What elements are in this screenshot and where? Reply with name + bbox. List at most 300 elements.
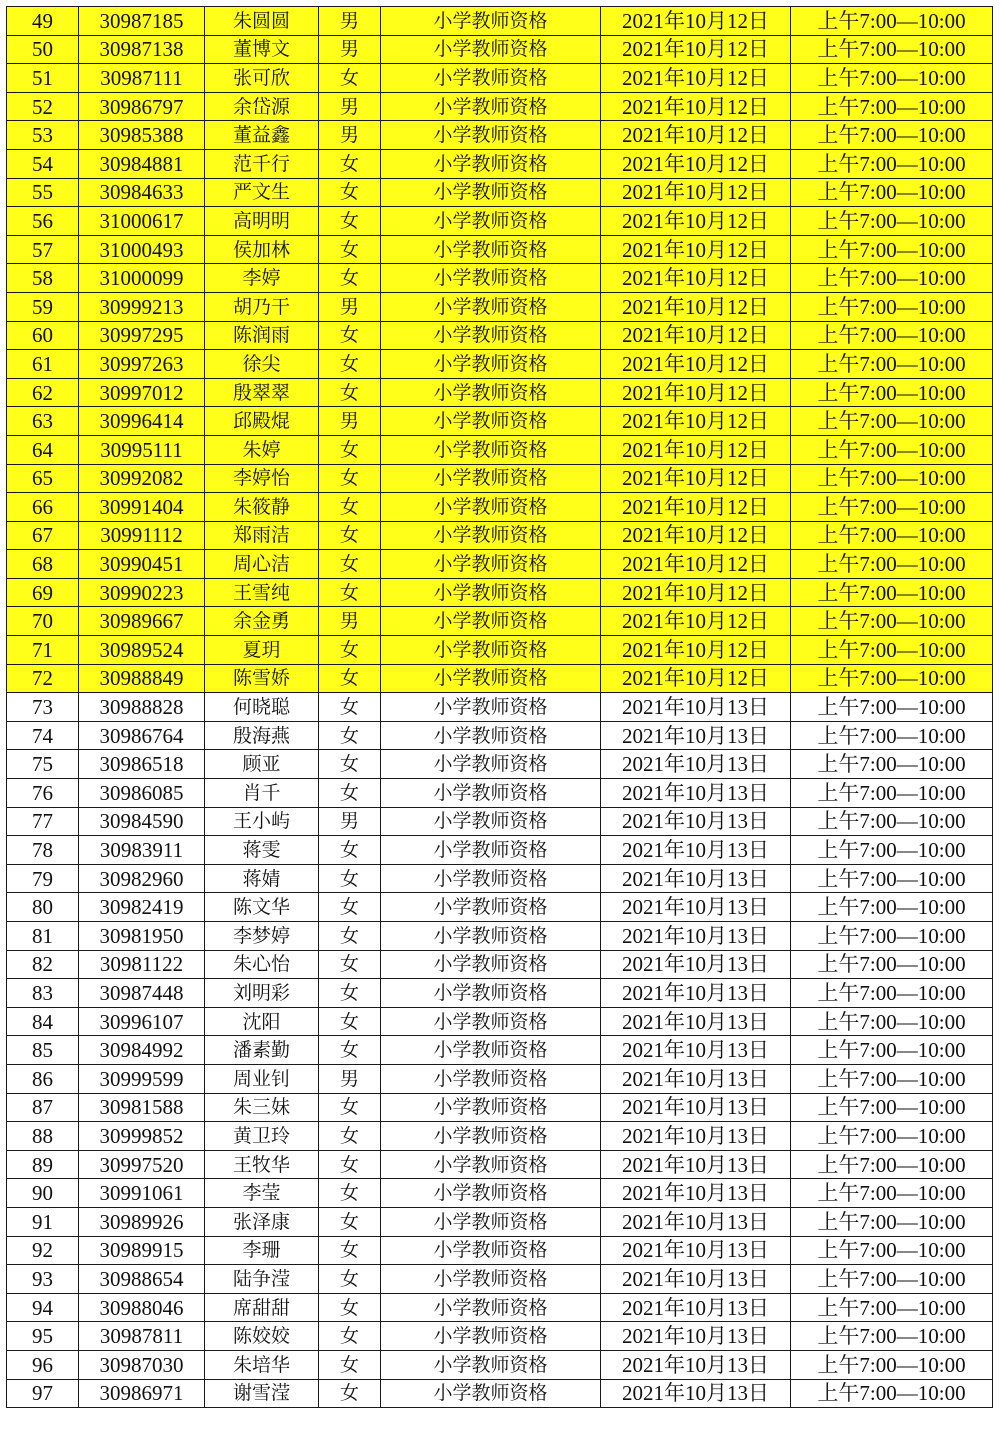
candidate-id-cell: 30991061 bbox=[79, 1179, 205, 1208]
gender-cell: 女 bbox=[319, 1236, 381, 1265]
exam-date-cell: 2021年10月12日 bbox=[601, 121, 791, 150]
table-row bbox=[7, 893, 993, 922]
exam-time-cell: 上午7:00—10:00 bbox=[791, 1007, 993, 1036]
candidate-id-cell: 30999852 bbox=[79, 1122, 205, 1151]
candidate-id-cell: 30992082 bbox=[79, 464, 205, 493]
exam-time-cell: 上午7:00—10:00 bbox=[791, 92, 993, 121]
table-row bbox=[7, 321, 993, 350]
table-row bbox=[7, 1379, 993, 1408]
subject-cell: 小学教师资格 bbox=[381, 636, 601, 665]
row-number-cell: 72 bbox=[7, 664, 79, 693]
gender-cell: 男 bbox=[319, 807, 381, 836]
exam-date-cell: 2021年10月12日 bbox=[601, 264, 791, 293]
candidate-id-cell: 30997295 bbox=[79, 321, 205, 350]
row-number-cell: 78 bbox=[7, 836, 79, 865]
exam-time-cell: 上午7:00—10:00 bbox=[791, 1207, 993, 1236]
candidate-id-cell: 30987138 bbox=[79, 35, 205, 64]
candidate-name-cell: 陈雪娇 bbox=[205, 664, 319, 693]
exam-time-cell: 上午7:00—10:00 bbox=[791, 836, 993, 865]
exam-date-cell: 2021年10月12日 bbox=[601, 321, 791, 350]
exam-date-cell: 2021年10月12日 bbox=[601, 521, 791, 550]
gender-cell: 女 bbox=[319, 664, 381, 693]
gender-cell: 女 bbox=[319, 636, 381, 665]
row-number-cell: 80 bbox=[7, 893, 79, 922]
exam-time-cell: 上午7:00—10:00 bbox=[791, 35, 993, 64]
candidate-name-cell: 潘素勤 bbox=[205, 1036, 319, 1065]
candidate-name-cell: 董博文 bbox=[205, 35, 319, 64]
row-number-cell: 71 bbox=[7, 636, 79, 665]
candidate-name-cell: 严文生 bbox=[205, 178, 319, 207]
exam-date-cell: 2021年10月13日 bbox=[601, 950, 791, 979]
gender-cell: 女 bbox=[319, 350, 381, 379]
candidate-name-cell: 朱圆圆 bbox=[205, 7, 319, 36]
table-row bbox=[7, 435, 993, 464]
exam-date-cell: 2021年10月12日 bbox=[601, 292, 791, 321]
row-number-cell: 86 bbox=[7, 1064, 79, 1093]
row-number-cell: 51 bbox=[7, 64, 79, 93]
candidate-id-cell: 30986797 bbox=[79, 92, 205, 121]
exam-time-cell: 上午7:00—10:00 bbox=[791, 1350, 993, 1379]
candidate-name-cell: 侯加林 bbox=[205, 235, 319, 264]
table-row bbox=[7, 1036, 993, 1065]
gender-cell: 女 bbox=[319, 64, 381, 93]
candidate-name-cell: 周业钊 bbox=[205, 1064, 319, 1093]
row-number-cell: 85 bbox=[7, 1036, 79, 1065]
candidate-id-cell: 30989926 bbox=[79, 1207, 205, 1236]
subject-cell: 小学教师资格 bbox=[381, 7, 601, 36]
gender-cell: 女 bbox=[319, 864, 381, 893]
exam-date-cell: 2021年10月13日 bbox=[601, 779, 791, 808]
gender-cell: 女 bbox=[319, 149, 381, 178]
gender-cell: 男 bbox=[319, 92, 381, 121]
subject-cell: 小学教师资格 bbox=[381, 1379, 601, 1408]
candidate-name-cell: 谢雪滢 bbox=[205, 1379, 319, 1408]
gender-cell: 女 bbox=[319, 1265, 381, 1294]
exam-time-cell: 上午7:00—10:00 bbox=[791, 7, 993, 36]
table-row bbox=[7, 264, 993, 293]
exam-time-cell: 上午7:00—10:00 bbox=[791, 950, 993, 979]
row-number-cell: 82 bbox=[7, 950, 79, 979]
candidate-id-cell: 30997263 bbox=[79, 350, 205, 379]
table-row bbox=[7, 1064, 993, 1093]
exam-date-cell: 2021年10月12日 bbox=[601, 207, 791, 236]
table-row bbox=[7, 664, 993, 693]
candidate-id-cell: 30996107 bbox=[79, 1007, 205, 1036]
exam-time-cell: 上午7:00—10:00 bbox=[791, 1265, 993, 1294]
subject-cell: 小学教师资格 bbox=[381, 378, 601, 407]
exam-time-cell: 上午7:00—10:00 bbox=[791, 979, 993, 1008]
gender-cell: 女 bbox=[319, 1179, 381, 1208]
candidate-name-cell: 朱三妹 bbox=[205, 1093, 319, 1122]
row-number-cell: 65 bbox=[7, 464, 79, 493]
row-number-cell: 83 bbox=[7, 979, 79, 1008]
row-number-cell: 59 bbox=[7, 292, 79, 321]
candidate-id-cell: 30986971 bbox=[79, 1379, 205, 1408]
gender-cell: 男 bbox=[319, 1064, 381, 1093]
exam-date-cell: 2021年10月13日 bbox=[601, 1379, 791, 1408]
row-number-cell: 97 bbox=[7, 1379, 79, 1408]
subject-cell: 小学教师资格 bbox=[381, 750, 601, 779]
subject-cell: 小学教师资格 bbox=[381, 693, 601, 722]
gender-cell: 女 bbox=[319, 1207, 381, 1236]
exam-time-cell: 上午7:00—10:00 bbox=[791, 464, 993, 493]
table-row bbox=[7, 464, 993, 493]
row-number-cell: 63 bbox=[7, 407, 79, 436]
gender-cell: 女 bbox=[319, 435, 381, 464]
candidate-id-cell: 30986518 bbox=[79, 750, 205, 779]
candidate-name-cell: 王雪纯 bbox=[205, 578, 319, 607]
candidate-name-cell: 王牧华 bbox=[205, 1150, 319, 1179]
row-number-cell: 77 bbox=[7, 807, 79, 836]
candidate-id-cell: 30983911 bbox=[79, 836, 205, 865]
exam-date-cell: 2021年10月13日 bbox=[601, 1007, 791, 1036]
exam-date-cell: 2021年10月12日 bbox=[601, 464, 791, 493]
row-number-cell: 69 bbox=[7, 578, 79, 607]
candidate-name-cell: 殷海燕 bbox=[205, 721, 319, 750]
exam-date-cell: 2021年10月13日 bbox=[601, 807, 791, 836]
candidate-name-cell: 李梦婷 bbox=[205, 922, 319, 951]
subject-cell: 小学教师资格 bbox=[381, 1350, 601, 1379]
subject-cell: 小学教师资格 bbox=[381, 1265, 601, 1294]
candidate-name-cell: 张可欣 bbox=[205, 64, 319, 93]
gender-cell: 女 bbox=[319, 779, 381, 808]
candidate-id-cell: 30982419 bbox=[79, 893, 205, 922]
table-row bbox=[7, 1122, 993, 1151]
candidate-id-cell: 30984590 bbox=[79, 807, 205, 836]
exam-schedule-sheet bbox=[6, 6, 993, 1408]
gender-cell: 男 bbox=[319, 121, 381, 150]
gender-cell: 女 bbox=[319, 1122, 381, 1151]
exam-time-cell: 上午7:00—10:00 bbox=[791, 435, 993, 464]
table-row bbox=[7, 521, 993, 550]
subject-cell: 小学教师资格 bbox=[381, 807, 601, 836]
table-row bbox=[7, 950, 993, 979]
subject-cell: 小学教师资格 bbox=[381, 178, 601, 207]
exam-date-cell: 2021年10月13日 bbox=[601, 1064, 791, 1093]
row-number-cell: 66 bbox=[7, 493, 79, 522]
gender-cell: 女 bbox=[319, 1007, 381, 1036]
candidate-id-cell: 30999213 bbox=[79, 292, 205, 321]
row-number-cell: 54 bbox=[7, 149, 79, 178]
candidate-name-cell: 王小屿 bbox=[205, 807, 319, 836]
candidate-name-cell: 董益鑫 bbox=[205, 121, 319, 150]
table-row bbox=[7, 1293, 993, 1322]
subject-cell: 小学教师资格 bbox=[381, 207, 601, 236]
exam-time-cell: 上午7:00—10:00 bbox=[791, 1379, 993, 1408]
subject-cell: 小学教师资格 bbox=[381, 893, 601, 922]
candidate-id-cell: 30988849 bbox=[79, 664, 205, 693]
gender-cell: 女 bbox=[319, 321, 381, 350]
exam-date-cell: 2021年10月13日 bbox=[601, 693, 791, 722]
table-row bbox=[7, 864, 993, 893]
exam-date-cell: 2021年10月12日 bbox=[601, 578, 791, 607]
table-row bbox=[7, 378, 993, 407]
candidate-name-cell: 朱筱静 bbox=[205, 493, 319, 522]
row-number-cell: 96 bbox=[7, 1350, 79, 1379]
exam-time-cell: 上午7:00—10:00 bbox=[791, 149, 993, 178]
exam-schedule-table bbox=[6, 6, 993, 1408]
candidate-id-cell: 30985388 bbox=[79, 121, 205, 150]
row-number-cell: 53 bbox=[7, 121, 79, 150]
exam-date-cell: 2021年10月13日 bbox=[601, 1179, 791, 1208]
row-number-cell: 74 bbox=[7, 721, 79, 750]
table-row bbox=[7, 1236, 993, 1265]
subject-cell: 小学教师资格 bbox=[381, 350, 601, 379]
candidate-id-cell: 30989915 bbox=[79, 1236, 205, 1265]
row-number-cell: 84 bbox=[7, 1007, 79, 1036]
candidate-name-cell: 邱殿焜 bbox=[205, 407, 319, 436]
exam-time-cell: 上午7:00—10:00 bbox=[791, 1093, 993, 1122]
row-number-cell: 60 bbox=[7, 321, 79, 350]
exam-time-cell: 上午7:00—10:00 bbox=[791, 493, 993, 522]
gender-cell: 女 bbox=[319, 836, 381, 865]
gender-cell: 女 bbox=[319, 1093, 381, 1122]
exam-time-cell: 上午7:00—10:00 bbox=[791, 521, 993, 550]
exam-time-cell: 上午7:00—10:00 bbox=[791, 1064, 993, 1093]
candidate-id-cell: 30987030 bbox=[79, 1350, 205, 1379]
exam-date-cell: 2021年10月13日 bbox=[601, 979, 791, 1008]
gender-cell: 男 bbox=[319, 7, 381, 36]
row-number-cell: 73 bbox=[7, 693, 79, 722]
candidate-id-cell: 30987811 bbox=[79, 1322, 205, 1351]
subject-cell: 小学教师资格 bbox=[381, 435, 601, 464]
table-row bbox=[7, 1179, 993, 1208]
exam-time-cell: 上午7:00—10:00 bbox=[791, 750, 993, 779]
candidate-name-cell: 余金勇 bbox=[205, 607, 319, 636]
exam-date-cell: 2021年10月13日 bbox=[601, 922, 791, 951]
subject-cell: 小学教师资格 bbox=[381, 550, 601, 579]
exam-time-cell: 上午7:00—10:00 bbox=[791, 693, 993, 722]
exam-date-cell: 2021年10月12日 bbox=[601, 35, 791, 64]
row-number-cell: 92 bbox=[7, 1236, 79, 1265]
table-row bbox=[7, 750, 993, 779]
exam-time-cell: 上午7:00—10:00 bbox=[791, 864, 993, 893]
gender-cell: 女 bbox=[319, 1036, 381, 1065]
table-row bbox=[7, 7, 993, 36]
subject-cell: 小学教师资格 bbox=[381, 578, 601, 607]
table-row bbox=[7, 1350, 993, 1379]
exam-time-cell: 上午7:00—10:00 bbox=[791, 893, 993, 922]
subject-cell: 小学教师资格 bbox=[381, 950, 601, 979]
gender-cell: 女 bbox=[319, 721, 381, 750]
candidate-id-cell: 30987185 bbox=[79, 7, 205, 36]
exam-time-cell: 上午7:00—10:00 bbox=[791, 578, 993, 607]
subject-cell: 小学教师资格 bbox=[381, 121, 601, 150]
table-row bbox=[7, 207, 993, 236]
candidate-name-cell: 何晓聪 bbox=[205, 693, 319, 722]
candidate-id-cell: 30988654 bbox=[79, 1265, 205, 1294]
exam-date-cell: 2021年10月13日 bbox=[601, 1293, 791, 1322]
exam-time-cell: 上午7:00—10:00 bbox=[791, 1150, 993, 1179]
exam-date-cell: 2021年10月13日 bbox=[601, 1236, 791, 1265]
subject-cell: 小学教师资格 bbox=[381, 407, 601, 436]
exam-date-cell: 2021年10月12日 bbox=[601, 149, 791, 178]
candidate-id-cell: 30986764 bbox=[79, 721, 205, 750]
candidate-name-cell: 肖千 bbox=[205, 779, 319, 808]
gender-cell: 女 bbox=[319, 950, 381, 979]
table-row bbox=[7, 1007, 993, 1036]
gender-cell: 女 bbox=[319, 235, 381, 264]
gender-cell: 男 bbox=[319, 292, 381, 321]
row-number-cell: 70 bbox=[7, 607, 79, 636]
candidate-name-cell: 张泽康 bbox=[205, 1207, 319, 1236]
subject-cell: 小学教师资格 bbox=[381, 1207, 601, 1236]
candidate-id-cell: 30987448 bbox=[79, 979, 205, 1008]
row-number-cell: 79 bbox=[7, 864, 79, 893]
gender-cell: 女 bbox=[319, 693, 381, 722]
row-number-cell: 94 bbox=[7, 1293, 79, 1322]
row-number-cell: 91 bbox=[7, 1207, 79, 1236]
subject-cell: 小学教师资格 bbox=[381, 64, 601, 93]
candidate-id-cell: 30997520 bbox=[79, 1150, 205, 1179]
exam-date-cell: 2021年10月12日 bbox=[601, 607, 791, 636]
gender-cell: 男 bbox=[319, 35, 381, 64]
exam-date-cell: 2021年10月13日 bbox=[601, 721, 791, 750]
candidate-id-cell: 30999599 bbox=[79, 1064, 205, 1093]
exam-time-cell: 上午7:00—10:00 bbox=[791, 636, 993, 665]
subject-cell: 小学教师资格 bbox=[381, 664, 601, 693]
gender-cell: 女 bbox=[319, 1350, 381, 1379]
candidate-name-cell: 蒋雯 bbox=[205, 836, 319, 865]
row-number-cell: 68 bbox=[7, 550, 79, 579]
row-number-cell: 57 bbox=[7, 235, 79, 264]
candidate-id-cell: 30991404 bbox=[79, 493, 205, 522]
row-number-cell: 95 bbox=[7, 1322, 79, 1351]
subject-cell: 小学教师资格 bbox=[381, 1064, 601, 1093]
candidate-id-cell: 30981588 bbox=[79, 1093, 205, 1122]
exam-date-cell: 2021年10月13日 bbox=[601, 1093, 791, 1122]
subject-cell: 小学教师资格 bbox=[381, 92, 601, 121]
table-row bbox=[7, 836, 993, 865]
exam-date-cell: 2021年10月12日 bbox=[601, 435, 791, 464]
row-number-cell: 87 bbox=[7, 1093, 79, 1122]
table-row bbox=[7, 550, 993, 579]
exam-date-cell: 2021年10月12日 bbox=[601, 350, 791, 379]
candidate-id-cell: 30996414 bbox=[79, 407, 205, 436]
candidate-name-cell: 朱培华 bbox=[205, 1350, 319, 1379]
exam-date-cell: 2021年10月13日 bbox=[601, 1036, 791, 1065]
candidate-name-cell: 顾亚 bbox=[205, 750, 319, 779]
gender-cell: 女 bbox=[319, 550, 381, 579]
subject-cell: 小学教师资格 bbox=[381, 1122, 601, 1151]
candidate-name-cell: 范千行 bbox=[205, 149, 319, 178]
exam-date-cell: 2021年10月13日 bbox=[601, 1122, 791, 1151]
subject-cell: 小学教师资格 bbox=[381, 1179, 601, 1208]
subject-cell: 小学教师资格 bbox=[381, 1007, 601, 1036]
row-number-cell: 50 bbox=[7, 35, 79, 64]
exam-time-cell: 上午7:00—10:00 bbox=[791, 721, 993, 750]
candidate-name-cell: 李珊 bbox=[205, 1236, 319, 1265]
subject-cell: 小学教师资格 bbox=[381, 235, 601, 264]
row-number-cell: 62 bbox=[7, 378, 79, 407]
gender-cell: 男 bbox=[319, 407, 381, 436]
table-row bbox=[7, 807, 993, 836]
row-number-cell: 93 bbox=[7, 1265, 79, 1294]
exam-time-cell: 上午7:00—10:00 bbox=[791, 121, 993, 150]
subject-cell: 小学教师资格 bbox=[381, 464, 601, 493]
subject-cell: 小学教师资格 bbox=[381, 1293, 601, 1322]
candidate-name-cell: 高明明 bbox=[205, 207, 319, 236]
candidate-name-cell: 郑雨洁 bbox=[205, 521, 319, 550]
exam-time-cell: 上午7:00—10:00 bbox=[791, 807, 993, 836]
candidate-name-cell: 李婷怡 bbox=[205, 464, 319, 493]
subject-cell: 小学教师资格 bbox=[381, 149, 601, 178]
exam-date-cell: 2021年10月12日 bbox=[601, 92, 791, 121]
table-row bbox=[7, 1322, 993, 1351]
table-row bbox=[7, 292, 993, 321]
subject-cell: 小学教师资格 bbox=[381, 292, 601, 321]
exam-date-cell: 2021年10月12日 bbox=[601, 64, 791, 93]
table-row bbox=[7, 178, 993, 207]
gender-cell: 女 bbox=[319, 493, 381, 522]
subject-cell: 小学教师资格 bbox=[381, 1036, 601, 1065]
candidate-name-cell: 殷翠翠 bbox=[205, 378, 319, 407]
subject-cell: 小学教师资格 bbox=[381, 721, 601, 750]
exam-date-cell: 2021年10月12日 bbox=[601, 550, 791, 579]
exam-date-cell: 2021年10月13日 bbox=[601, 750, 791, 779]
candidate-name-cell: 朱心怡 bbox=[205, 950, 319, 979]
candidate-name-cell: 朱婷 bbox=[205, 435, 319, 464]
candidate-name-cell: 徐尖 bbox=[205, 350, 319, 379]
exam-date-cell: 2021年10月12日 bbox=[601, 178, 791, 207]
exam-time-cell: 上午7:00—10:00 bbox=[791, 664, 993, 693]
row-number-cell: 75 bbox=[7, 750, 79, 779]
table-row bbox=[7, 235, 993, 264]
exam-time-cell: 上午7:00—10:00 bbox=[791, 292, 993, 321]
exam-time-cell: 上午7:00—10:00 bbox=[791, 607, 993, 636]
candidate-id-cell: 31000617 bbox=[79, 207, 205, 236]
gender-cell: 女 bbox=[319, 1150, 381, 1179]
gender-cell: 女 bbox=[319, 979, 381, 1008]
candidate-id-cell: 30984633 bbox=[79, 178, 205, 207]
row-number-cell: 67 bbox=[7, 521, 79, 550]
gender-cell: 女 bbox=[319, 207, 381, 236]
exam-time-cell: 上午7:00—10:00 bbox=[791, 264, 993, 293]
row-number-cell: 89 bbox=[7, 1150, 79, 1179]
exam-time-cell: 上午7:00—10:00 bbox=[791, 1322, 993, 1351]
exam-date-cell: 2021年10月12日 bbox=[601, 664, 791, 693]
candidate-id-cell: 30997012 bbox=[79, 378, 205, 407]
candidate-id-cell: 30984881 bbox=[79, 149, 205, 178]
candidate-name-cell: 沈阳 bbox=[205, 1007, 319, 1036]
exam-date-cell: 2021年10月13日 bbox=[601, 1265, 791, 1294]
table-row bbox=[7, 407, 993, 436]
exam-time-cell: 上午7:00—10:00 bbox=[791, 1236, 993, 1265]
gender-cell: 女 bbox=[319, 922, 381, 951]
candidate-name-cell: 胡乃干 bbox=[205, 292, 319, 321]
subject-cell: 小学教师资格 bbox=[381, 321, 601, 350]
gender-cell: 男 bbox=[319, 607, 381, 636]
candidate-name-cell: 陈润雨 bbox=[205, 321, 319, 350]
subject-cell: 小学教师资格 bbox=[381, 607, 601, 636]
exam-date-cell: 2021年10月12日 bbox=[601, 378, 791, 407]
exam-time-cell: 上午7:00—10:00 bbox=[791, 1122, 993, 1151]
exam-date-cell: 2021年10月13日 bbox=[601, 893, 791, 922]
subject-cell: 小学教师资格 bbox=[381, 493, 601, 522]
row-number-cell: 52 bbox=[7, 92, 79, 121]
candidate-id-cell: 31000493 bbox=[79, 235, 205, 264]
row-number-cell: 49 bbox=[7, 7, 79, 36]
exam-time-cell: 上午7:00—10:00 bbox=[791, 550, 993, 579]
candidate-id-cell: 30982960 bbox=[79, 864, 205, 893]
row-number-cell: 64 bbox=[7, 435, 79, 464]
candidate-id-cell: 30988828 bbox=[79, 693, 205, 722]
candidate-name-cell: 陆争滢 bbox=[205, 1265, 319, 1294]
gender-cell: 女 bbox=[319, 1293, 381, 1322]
table-row bbox=[7, 1150, 993, 1179]
exam-date-cell: 2021年10月13日 bbox=[601, 864, 791, 893]
candidate-name-cell: 余岱源 bbox=[205, 92, 319, 121]
